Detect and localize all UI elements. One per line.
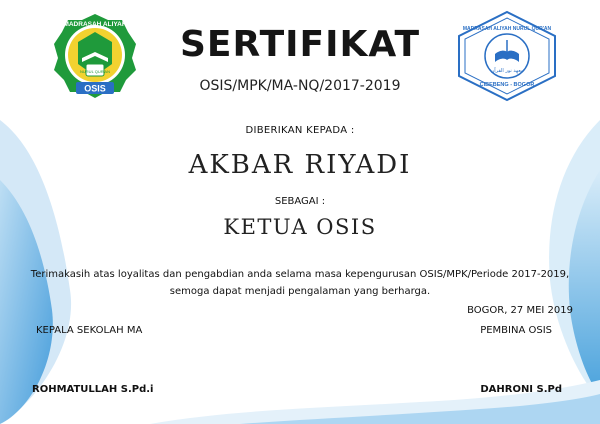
right-logo-ring-text: MADRASAH ALIYAH NURUL QUR'AN xyxy=(462,26,552,32)
place-date: BOGOR, 27 MEI 2019 xyxy=(467,305,573,316)
body-text-line-1: Terimakasih atas loyalitas dan pengabdian anda selama masa kepengurusan OSIS/MPK/Periode 2017-2019, xyxy=(30,269,570,280)
certificate-title: SERTIFIKAT xyxy=(179,24,421,65)
right-signatory-name: DAHRONI S.Pd xyxy=(480,384,562,395)
left-logo-small-text: NURUL QUR'AN xyxy=(80,69,110,74)
right-signatory-role: PEMBINA OSIS xyxy=(480,325,552,336)
right-logo-bottom-text: CIBEBENG - BOGOR xyxy=(479,82,535,88)
right-logo-arabic-text: معهد نور القرآن xyxy=(490,68,524,74)
body-text-line-2: semoga dapat menjadi pengalaman yang berharga. xyxy=(169,286,431,297)
certificate-number: OSIS/MPK/MA-NQ/2017-2019 xyxy=(199,78,401,94)
left-signatory-role: KEPALA SEKOLAH MA xyxy=(36,325,143,336)
as-label: SEBAGAI : xyxy=(274,196,326,207)
left-logo-osis-text: OSIS xyxy=(84,83,106,94)
left-signatory-name: ROHMATULLAH S.Pd.i xyxy=(32,384,154,395)
given-to-label: DIBERIKAN KEPADA : xyxy=(245,125,355,136)
recipient-role: KETUA OSIS xyxy=(223,215,377,239)
recipient-name: AKBAR RIYADI xyxy=(188,150,412,180)
left-logo-top-text: MADRASAH ALIYAH xyxy=(63,21,127,28)
